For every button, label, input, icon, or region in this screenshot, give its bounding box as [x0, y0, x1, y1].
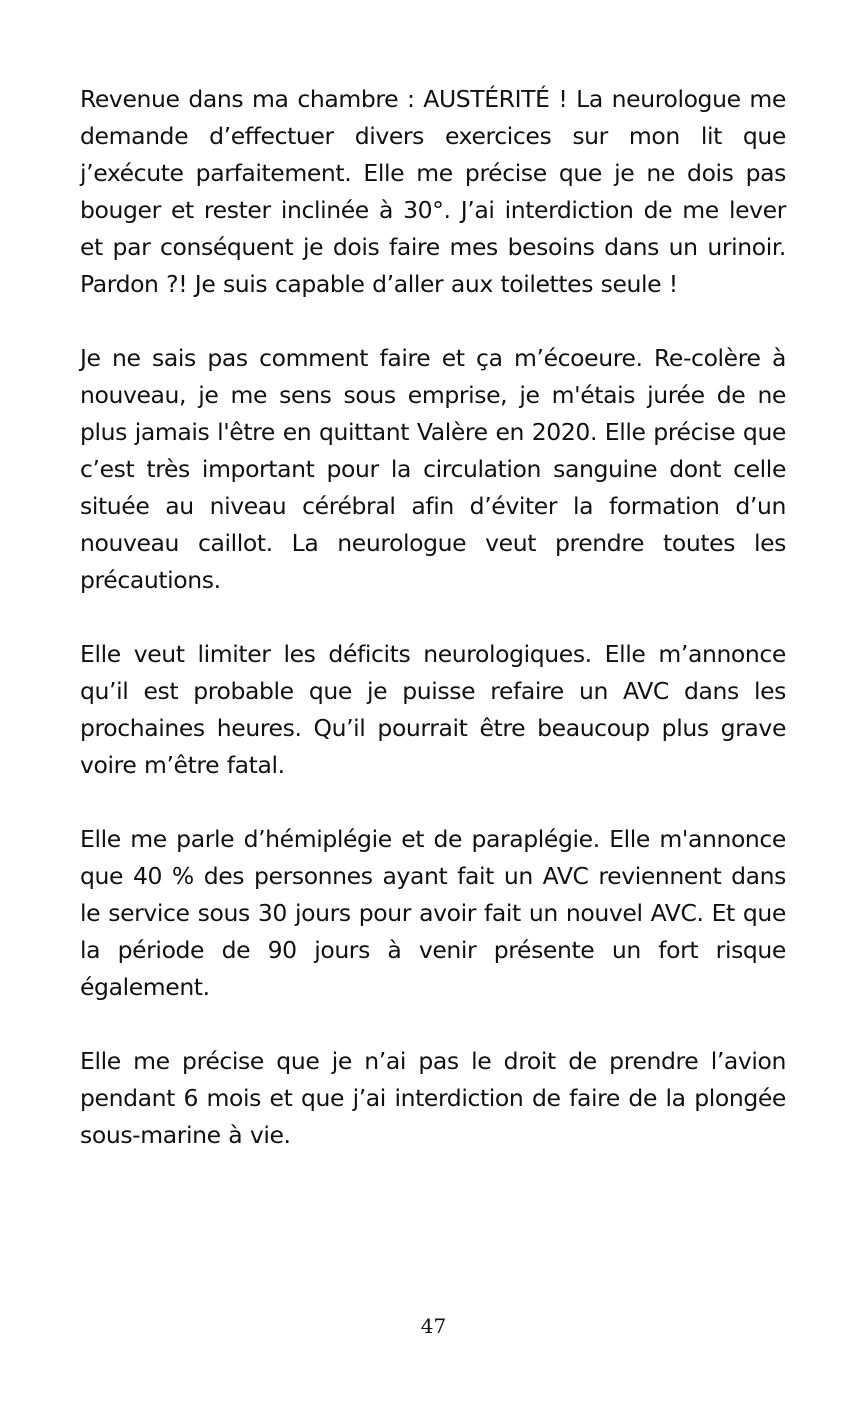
paragraph-2: Je ne sais pas comment faire et ça m’écoeure. Re-colère à nouveau, je me sens sous emprise, je m'étais jurée de ne plus jamais l'être en quittant Valère en 2020. Elle précise que c’est très important pour la circulation sanguine dont celle située au niveau cérébral afin d’éviter la formation d’un nouveau caillot. La neurologue veut prendre toutes les précautions.	[80, 344, 786, 594]
paragraph-4: Elle me parle d’hémiplégie et de paraplégie. Elle m'annonce que 40 % des personnes ayant fait un AVC reviennent dans le service sous 30 jours pour avoir fait un nouvel AVC. Et que la période de 90 jours à venir présente un fort risque également.	[80, 825, 786, 1001]
paragraph-5: Elle me précise que je n’ai pas le droit de prendre l’avion pendant 6 mois et que j’ai interdiction de faire de la plongée sous-marine à vie.	[80, 1047, 786, 1149]
paragraph-1: Revenue dans ma chambre : AUSTÉRITÉ ! La neurologue me demande d’effectuer divers exercices sur mon lit que j’exécute parfaitement. Elle me précise que je ne dois pas bouger et rester inclinée à 30°. J’ai interdiction de me lever et par conséquent je dois faire mes besoins dans un urinoir. Pardon ?! Je suis capable d’aller aux toilettes seule !	[80, 85, 786, 298]
page-number: 47	[420, 1314, 447, 1338]
paragraph-3: Elle veut limiter les déficits neurologiques. Elle m’annonce qu’il est probable que je puisse refaire un AVC dans les prochaines heures. Qu’il pourrait être beaucoup plus grave voire m’être fatal.	[80, 640, 786, 779]
page-body	[80, 81, 786, 1191]
